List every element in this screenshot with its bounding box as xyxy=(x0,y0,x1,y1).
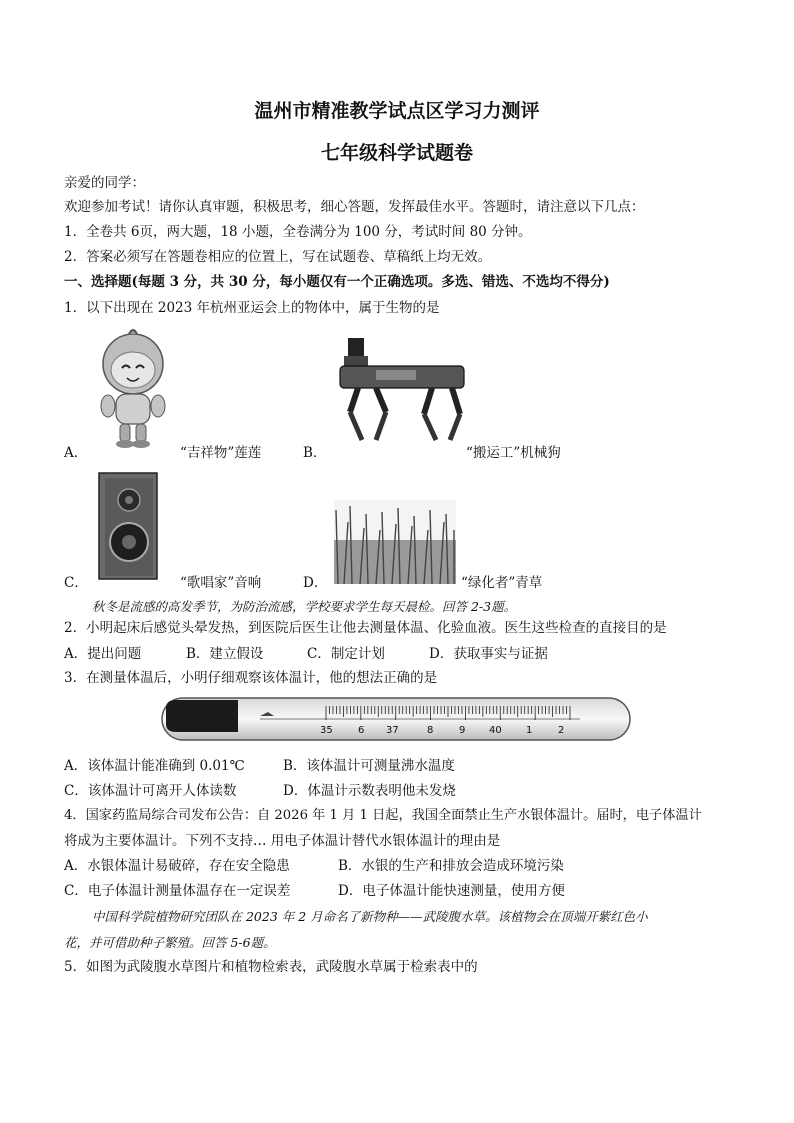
thermometer-label-8: 8 xyxy=(427,725,434,736)
robot-dog-image xyxy=(336,336,468,446)
q4-option-c: C．电子体温计测量体温存在一定误差 xyxy=(64,883,291,899)
grass-image xyxy=(334,500,456,584)
note-1: 1．全卷共 6页，两大题，18 小题，全卷满分为 100 分，考试时间 80 分钟。 xyxy=(64,224,532,240)
q3-option-d: D．体温计示数表明他未发烧 xyxy=(283,783,456,799)
q1-option-c-caption: “歌唱家”音响 xyxy=(180,575,262,591)
question-4-stem-line1: 4．国家药监局综合司发布公告：自 2026 年 1 月 1 日起，我国全面禁止生产水银体温计。届时，电子体温计 xyxy=(64,808,702,823)
thermometer-label-35: 35 xyxy=(320,725,333,736)
question-4-stem-line2: 将成为主要体温计。下列不支持… 用电子体温计替代水银体温计的理由是 xyxy=(64,833,501,849)
passage-flu: 秋冬是流感的高发季节，为防治流感，学校要求学生每天晨检。回答 2-3题。 xyxy=(92,599,517,614)
q1-option-b-caption: “搬运工”机械狗 xyxy=(466,445,561,461)
q4-option-d: D．电子体温计能快速测量，使用方便 xyxy=(338,883,565,899)
q1-option-d-caption: “绿化者”青草 xyxy=(461,575,543,591)
q2-option-a: A．提出问题 xyxy=(64,646,142,662)
thermometer-label-37: 37 xyxy=(386,725,399,736)
thermometer-body xyxy=(160,694,634,746)
thermometer-label-1: 1 xyxy=(526,725,533,736)
thermometer-label-9: 9 xyxy=(459,725,466,736)
q4-option-a: A．水银体温计易破碎，存在安全隐患 xyxy=(64,858,290,874)
q1-option-a-letter: A． xyxy=(64,445,88,461)
exam-title: 温州市精准教学试点区学习力测评 xyxy=(254,100,540,122)
question-2-stem: 2．小明起床后感觉头晕发热，到医院后医生让他去测量体温、化验血液。医生这些检查的直接目的是 xyxy=(64,620,667,636)
q2-option-d: D．获取事实与证据 xyxy=(429,646,548,662)
q3-option-c: C．该体温计可离开人体读数 xyxy=(64,783,237,799)
exam-subtitle: 七年级科学试题卷 xyxy=(320,142,473,164)
q1-option-d-letter: D． xyxy=(303,575,328,591)
speaker-image xyxy=(98,472,160,582)
q1-option-b-letter: B． xyxy=(303,445,327,461)
passage-plant-line1: 中国科学院植物研究团队在 2023 年 2 月命名了新物种——武陵腹水草。该植物会在顶端开紫红色小 xyxy=(92,909,648,924)
thermometer-label-40: 40 xyxy=(489,725,502,736)
passage-plant-line2: 花，并可借助种子繁殖。回答 5-6题。 xyxy=(64,935,276,950)
q1-option-c-letter: C． xyxy=(64,575,88,591)
q2-option-c: C．制定计划 xyxy=(307,646,385,662)
q1-option-a-caption: “吉祥物”莲莲 xyxy=(180,445,262,461)
thermometer-figure xyxy=(160,694,634,746)
q2-option-b: B．建立假设 xyxy=(186,646,264,662)
q3-option-b: B．该体温计可测量沸水温度 xyxy=(283,758,455,774)
mascot-image xyxy=(94,328,172,452)
section-heading: 一、选择题(每题 3 分，共 30 分，每小题仅有一个正确选项。多选、错选、不选均不得分) xyxy=(64,274,610,290)
question-5-stem: 5．如图为武陵腹水草图片和植物检索表，武陵腹水草属于检索表中的 xyxy=(64,959,478,975)
q4-option-b: B．水银的生产和排放会造成环境污染 xyxy=(338,858,564,874)
thermometer-label-6: 6 xyxy=(358,725,365,736)
greeting: 亲爱的同学： xyxy=(64,175,145,191)
thermometer-label-2: 2 xyxy=(558,725,565,736)
q3-option-a: A．该体温计能准确到 0.01℃ xyxy=(64,758,245,774)
question-3-stem: 3．在测量体温后，小明仔细观察该体温计，他的想法正确的是 xyxy=(64,670,438,686)
question-1-stem: 1．以下出现在 2023 年杭州亚运会上的物体中，属于生物的是 xyxy=(64,300,440,316)
note-2: 2．答案必须写在答题卷相应的位置上，写在试题卷、草稿纸上均无效。 xyxy=(64,249,492,265)
welcome-text: 欢迎参加考试！请你认真审题，积极思考，细心答题，发挥最佳水平。答题时，请注意以下几点： xyxy=(64,199,645,215)
